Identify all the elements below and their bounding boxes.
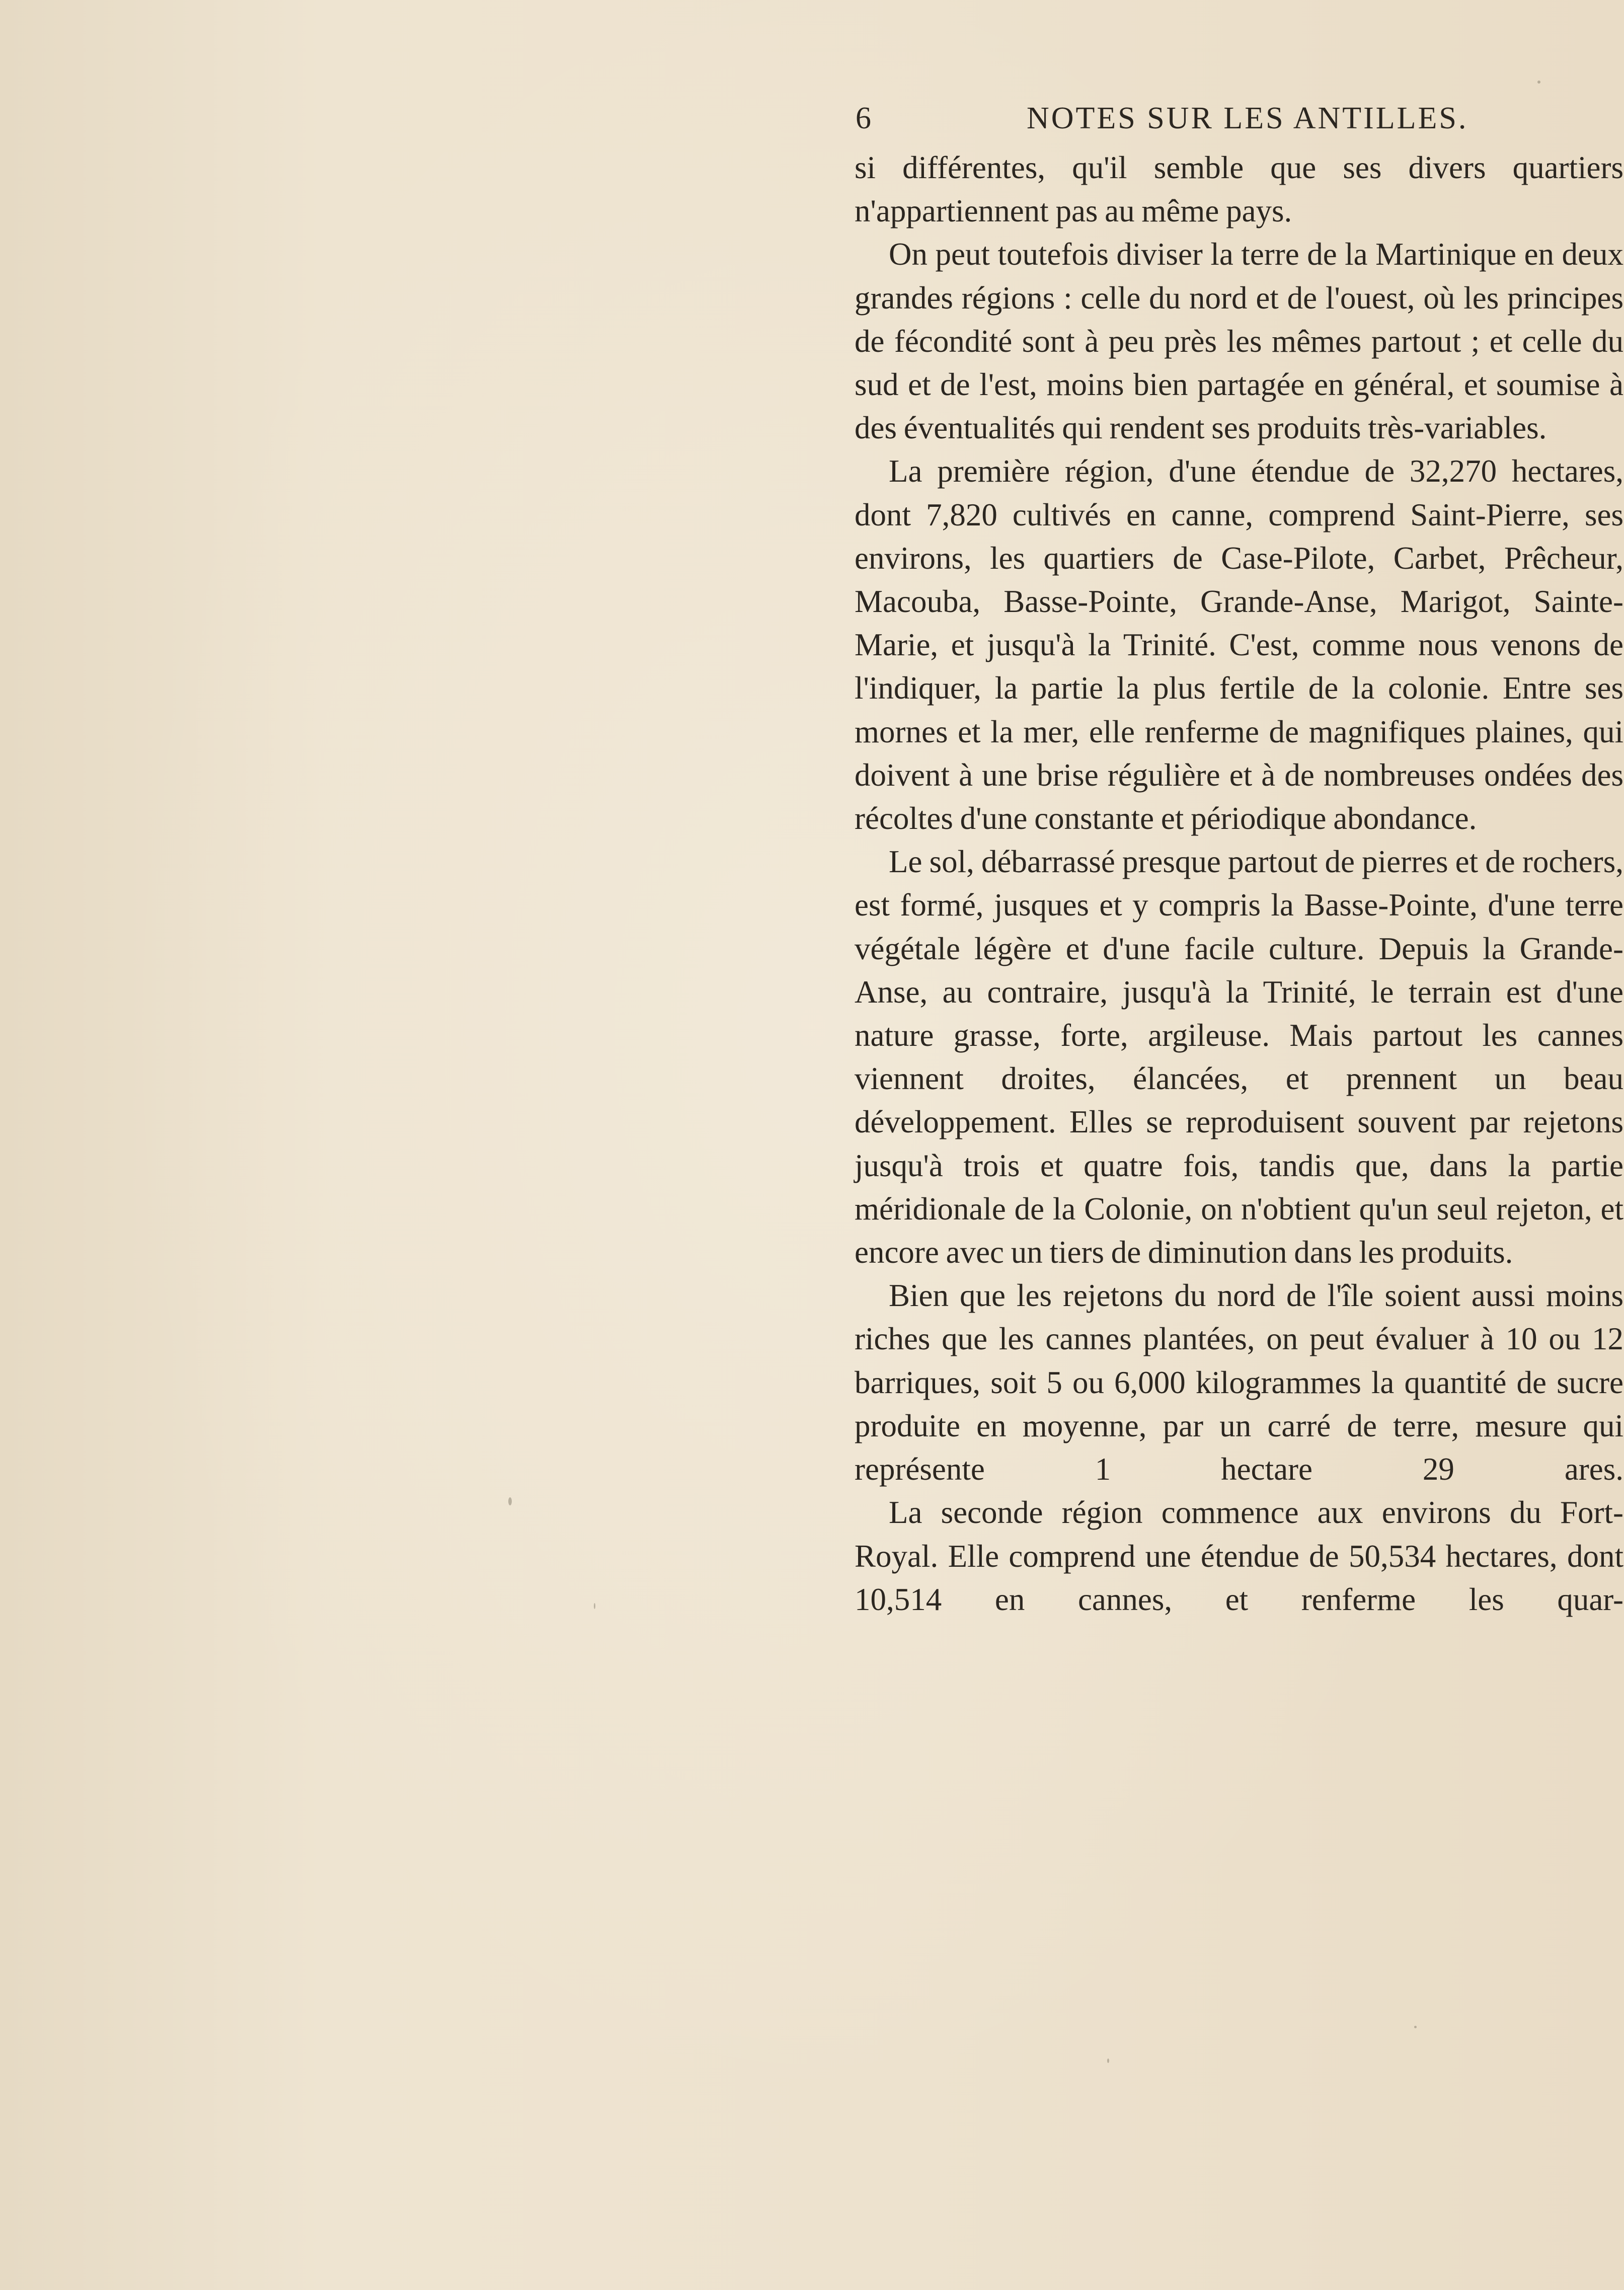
paper-speck (1537, 81, 1540, 84)
paper-speck (508, 1497, 512, 1505)
body-text (855, 146, 1623, 1621)
paragraph: On peut toutefois diviser la terre de la Martinique en deux grandes régions : celle du nord et de l'ouest, où les principes de fécondité sont à peu près les mêmes partout ; et celle du sud et de l'est, moins bien partagée en général, et soumise à des éventualités qui rendent ses produits très-variables. (855, 237, 1623, 446)
paragraph-continuation: si différentes, qu'il semble que ses divers quartiers n'appartiennent pas au même pays. (855, 150, 1623, 229)
paper-speck (1107, 2058, 1109, 2063)
paper-speck (1414, 2026, 1417, 2028)
paragraph: Le sol, débarrassé presque partout de pierres et de rochers, est formé, jusques et y compris la Basse-Pointe, d'une terre végétale légère et d'une facile culture. Depuis la Grande-Anse, au contraire, jusqu'à la Trinité, le terrain est d'une nature grasse, forte, argileuse. Mais partout les cannes viennent droites, élancées, et prennent un beau développement. Elles se reproduisent souvent par rejetons jusqu'à trois et quatre fois, tandis que, dans la partie méridionale de la Colonie, on n'obtient qu'un seul rejeton, et encore avec un tiers de diminution dans les produits. (855, 844, 1623, 1270)
paragraph: La première région, d'une étendue de 32,270 hectares, dont 7,820 cultivés en canne, comprend Saint-Pierre, ses environs, les quartiers de Case-Pilote, Carbet, Prêcheur, Macouba, Basse-Pointe, Grande-Anse, Marigot, Sainte-Marie, et jusqu'à la Trinité. C'est, comme nous venons de l'indiquer, la partie la plus fertile de la colonie. Entre ses mornes et la mer, elle renferme de magnifiques plaines, qui doivent à une brise régulière et à de nombreuses ondées des récoltes d'une constante et périodique abondance. (855, 453, 1623, 836)
running-title: NOTES SUR LES ANTILLES. (1027, 101, 1468, 135)
page-number: 6 (856, 101, 871, 135)
paragraph: Bien que les rejetons du nord de l'île soient aussi moins riches que les cannes plantées, on peut évaluer à 10 ou 12 barriques, soit 5 ou 6,000 kilogrammes la quantité de sucre produite en moyenne, par un carré de terre, mesure qui représente 1 hectare 29 ares. (855, 1278, 1623, 1487)
paragraph-continues: La seconde région commence aux environs du Fort-Royal. Elle comprend une étendue de 50,534 hectares, dont 10,514 en cannes, et renferme les quar- (855, 1495, 1623, 1617)
paper-speck (594, 1603, 595, 1609)
running-header (856, 98, 1623, 138)
